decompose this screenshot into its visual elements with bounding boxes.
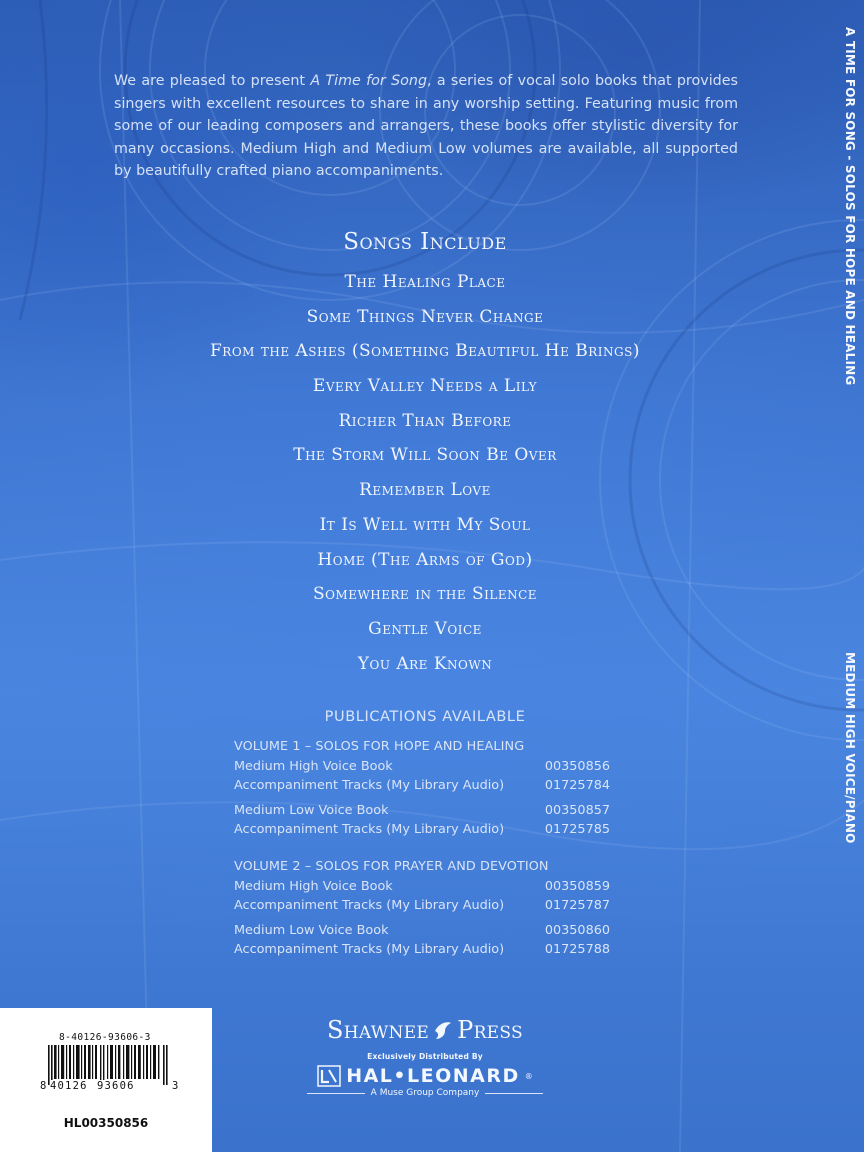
shawnee-press-logo-word2: Press [457, 1016, 523, 1044]
product-code: HL00350856 [63, 1116, 149, 1130]
publication-code: 00350859 [544, 879, 610, 894]
publication-row [234, 923, 610, 942]
shawnee-press-logo-word1: Shawnee [327, 1016, 430, 1044]
isbn-text: 8-40126-93606-3 [59, 1032, 151, 1043]
song-item: The Healing Place [344, 272, 506, 292]
publication-name: Accompaniment Tracks (My Library Audio) [234, 898, 505, 913]
publication-code: 00350856 [544, 759, 610, 774]
song-list [0, 272, 850, 688]
song-item: Richer Than Before [338, 410, 512, 431]
publication-name: Medium High Voice Book [234, 879, 393, 894]
songs-include-heading: Songs Include [343, 229, 507, 255]
hal-leonard-logo [290, 1065, 560, 1087]
publication-name: Accompaniment Tracks (My Library Audio) [234, 942, 505, 957]
barcode-digit-first: 8 [40, 1080, 47, 1092]
song-item: Some Things Never Change [306, 306, 544, 327]
dove-icon [433, 1019, 453, 1041]
series-title: A Time for Song [310, 73, 428, 89]
barcode-digits-right: 93606 [97, 1080, 135, 1092]
publications-heading: PUBLICATIONS AVAILABLE [324, 709, 526, 725]
publication-name: Medium High Voice Book [234, 759, 393, 774]
shawnee-press-logo [290, 1016, 560, 1044]
song-item: Gentle Voice [368, 618, 482, 639]
muse-group-text: A Muse Group Company [370, 1088, 480, 1098]
publication-name: Medium Low Voice Book [234, 803, 389, 818]
intro-text-rest: , a series of vocal solo books that provides singers with excellent resources to share in any worship setting. Featuring music from some of our leading composers and arrangers, these books offer stylistic diversity for many occasions. Medium High and Medium Low volumes are available, all supported by beautifully crafted piano accompaniments. [114, 73, 738, 179]
song-item: Home (The Arms of God) [317, 549, 533, 570]
song-item: Remember Love [359, 480, 491, 501]
hal-leonard-mark-icon [317, 1065, 341, 1087]
barcode-panel [0, 1008, 212, 1152]
publication-row [234, 759, 610, 778]
publication-row [234, 879, 610, 898]
song-item: It Is Well with My Soul [319, 514, 531, 535]
song-item: Somewhere in the Silence [312, 584, 538, 605]
spine-voice-label: MEDIUM HIGH VOICE/PIANO [843, 652, 857, 844]
intro-text-start: We are pleased to present [114, 73, 311, 89]
publication-name: Medium Low Voice Book [234, 923, 389, 938]
publication-name: Accompaniment Tracks (My Library Audio) [234, 778, 505, 793]
song-item: From the Ashes (Something Beautiful He Brings) [210, 341, 640, 362]
publication-code: 01725788 [544, 942, 610, 957]
spine-title: A TIME FOR SONG - SOLOS FOR HOPE AND HEALING [843, 27, 857, 386]
barcode-digits-left: 40126 [50, 1080, 88, 1092]
publication-row [234, 822, 610, 841]
distributed-by-text: Exclusively Distributed By [367, 1052, 483, 1061]
publication-code: 00350857 [544, 803, 610, 818]
publication-row [234, 942, 610, 961]
volume-1-block [234, 739, 610, 841]
muse-group-line [290, 1088, 560, 1098]
volume-title: VOLUME 1 – SOLOS FOR HOPE AND HEALING [234, 739, 525, 754]
volume-title: VOLUME 2 – SOLOS FOR PRAYER AND DEVOTION [234, 859, 549, 874]
publication-row [234, 803, 610, 822]
volume-2-block [234, 859, 610, 961]
registered-mark: ® [524, 1071, 533, 1081]
publication-name: Accompaniment Tracks (My Library Audio) [234, 822, 505, 837]
publication-row [234, 898, 610, 917]
hal-leonard-wordmark: HAL•LEONARD [346, 1065, 520, 1087]
publication-code: 01725787 [544, 898, 610, 913]
publication-code: 00350860 [544, 923, 610, 938]
song-item: The Storm Will Soon Be Over [293, 445, 557, 466]
publisher-logos [290, 1016, 560, 1098]
barcode-digit-last: 3 [172, 1080, 179, 1092]
divider [485, 1093, 543, 1094]
song-item: Every Valley Needs a Lily [312, 376, 538, 397]
divider [307, 1093, 365, 1094]
barcode-image [40, 1045, 180, 1085]
publication-code: 01725784 [544, 778, 610, 793]
song-item: You Are Known [357, 653, 493, 674]
publication-code: 01725785 [544, 822, 610, 837]
intro-paragraph [114, 70, 738, 183]
publication-row [234, 778, 610, 797]
